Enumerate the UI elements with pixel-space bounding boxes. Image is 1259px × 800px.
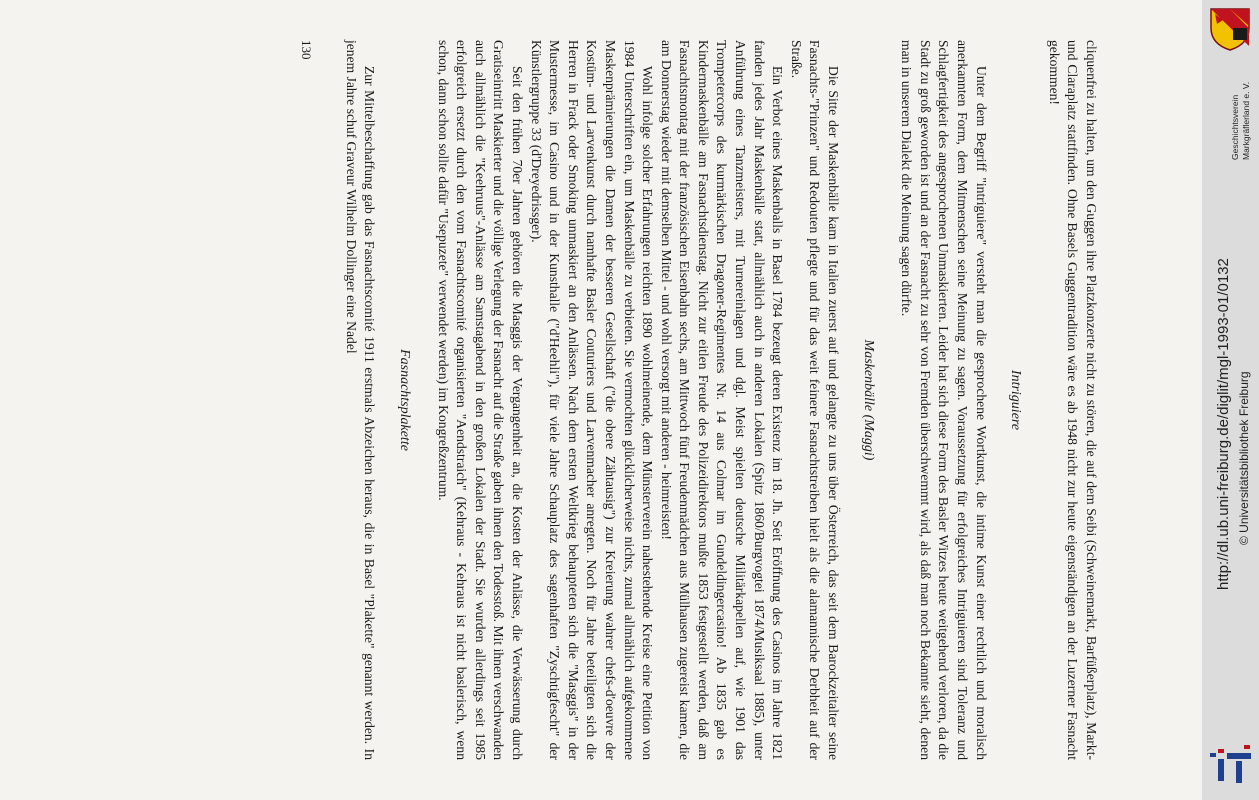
ub-freiburg-logo-icon: [1210, 745, 1252, 785]
association-name-line2: Markgräflerland e. V.: [1241, 81, 1251, 160]
source-url[interactable]: http://dl.ub.uni-freiburg.de/diglit/mgl-1993-01/0132: [1215, 258, 1232, 590]
section-paragraph-maskenbaelle-1: Die Sitte der Maskenbälle kam in Italien zuerst auf und gelangte zu uns über Österreich, das seit dem Barockzeitalter seine Fasnachts-"Prinzen" und Redouten pflegte und für das weit feinere Fasnachtstreiben hielt als die alamannische Derbheit auf der Straße.: [788, 40, 842, 760]
text-column: [297, 40, 1100, 760]
page-content: [100, 40, 1100, 760]
section-heading-intriguiere: Intriguiere: [1008, 369, 1024, 431]
association-name-line1: Geschichtsverein: [1230, 94, 1240, 160]
section-paragraph-maskenbaelle-2: Ein Verbot eines Maskenballs in Basel 1784 bezeugt deren Existenz im 18. Jh. Seit Eröffnung des Casinos im Jahre 1821 fanden jedes Jahr Maskenbälle statt, allmählich auch in anderen Lokalen (Spitz 1860/Burgvogtei 1874/Musiksaal 1885), unter Anführung eines Tanzmeisters, mit Turnereinlagen und dgl. Meist spielten deutsche Militärkapellen auf, wie 1901 das Trompetercorps des kurmärkischen Dragoner-Regimentes Nr. 14 aus Colmar im Gundeldingercasino! Ab 1835 gab es Kindermaskenbälle am Fasnachtsdienstag. Nicht zur eitlen Freude des Polizeidirektors mußte 1853 festgestellt werden, daß am Fasnachtsmontag mit der französischen Eisenbahn sechs, am Mittwoch fünf Freudenmädchen aus Mülhausen zugereist kamen, die am Donnerstag wieder mit demselben Mittel - und wohl versorgt mit anderen - heimreisten!: [658, 40, 786, 760]
section-paragraph-maskenbaelle-3: Wohl infolge solcher Erfahrungen reichten 1890 wohlmeinende, dem Münsterverein nahestehende Kreise eine Petition von 1984 Unterschriften ein, um Maskenbälle zu verbieten. Sie vermochten glücklicherweise nichts, zumal allmählich aufgekommene Maskenprämierungen die Damen der besseren Gesellschaft ("die obere Zähtausig") zur Kreierung wahrer chefs-d'oeuvre der Kostüm- und Larvenkunst durch namhafte Basler Couturiers und Larvenmacher anregten. Noch für Jahre beteiligten sich die Herren in Frack oder Smoking unmaskiert an den Anlässen. Nach dem ersten Weltkrieg behaupteten sich die "Masggis" in der Mustermesse, im Casino und in der Kunsthalle ("d'Heehli"), für viele Jahre Schauplatz des sagenhaften "Zyschtigfescht" der Künstlergruppe 33 (d'Dreyedrissger).: [528, 40, 656, 760]
page-number: 130: [299, 40, 315, 60]
section-paragraph-fasnachtsplakette: Zur Mittelbeschaffung gab das Fasnachtscomité 1911 erstmals Abzeichen heraus, die in Basel "Plakette" genannt werden. In jenem Jahre schuf Graveur Wilhelm Dollinger eine Nadel: [343, 40, 378, 760]
intro-paragraph: cliquenfrei zu halten, um den Guggen ihre Platzkonzerte nicht zu stören, die auf dem Seibi (Schweinemarkt, Barfüßerplatz), Markt- und Claraplatz stattfinden. Ohne Basels Guggentradition wäre es ab 1948 nicht zur heute eigenständigen an der Luzerner Fasnacht gekommen!: [1046, 40, 1099, 760]
coat-of-arms-icon: [1207, 6, 1253, 52]
section-paragraph-intriguiere: Unter dem Begriff "intriguiere" versteht man die gesprochene Wortkunst, die intime Kunst einer rechtlich und moralisch anerkannten Form, dem Mitmenschen seine Meinung zu sagen. Voraussetzung für erfolgreiches Intriguieren sind Toleranz und Schlagfertigkeit des angesprochenen Unmaskierten. Leider hat sich diese Form des Basler Witzes heute weitgehend verloren, da die Stadt zu groß geworden ist und an der Fasnacht zu sehr von Fremden überschwemmt wird, als daß man noch Bekannte sieht, denen man in unserem Dialekt die Meinung sagen dürfte.: [899, 40, 989, 760]
section-heading-fasnachtsplakette: Fasnachtsplakette: [397, 349, 412, 451]
section-heading-maskenbaelle: Maskenbälle (Maggi): [860, 339, 876, 461]
copyright-notice: © Universitätsbibliothek Freiburg: [1237, 371, 1251, 545]
section-paragraph-maskenbaelle-4: Seit den frühen 70er Jahren gehören die Masggis der Vergangenheit an, die Kosten der Anlässe, die Verwässerung durch Gratiseintritt Maskierter und die völlige Verlegung der Fasnacht auf die Straße gaben ihnen den Todesstoß. Mit ihnen verschwanden auch allmählich die "Keehruus"-Anlässe am Samstagabend in den großen Lokalen der Stadt. Sie wurden allerdings seit 1985 erfolgreich ersetzt durch den vom Fasnachtscomité organisierten "Aendstraich" (Kehraus - Kehraus ist nicht baslerisch, wenn schon, dann schon sollte dafür "Usepuzete" verwendet werden) im Kongreßzentrum.: [435, 40, 525, 760]
